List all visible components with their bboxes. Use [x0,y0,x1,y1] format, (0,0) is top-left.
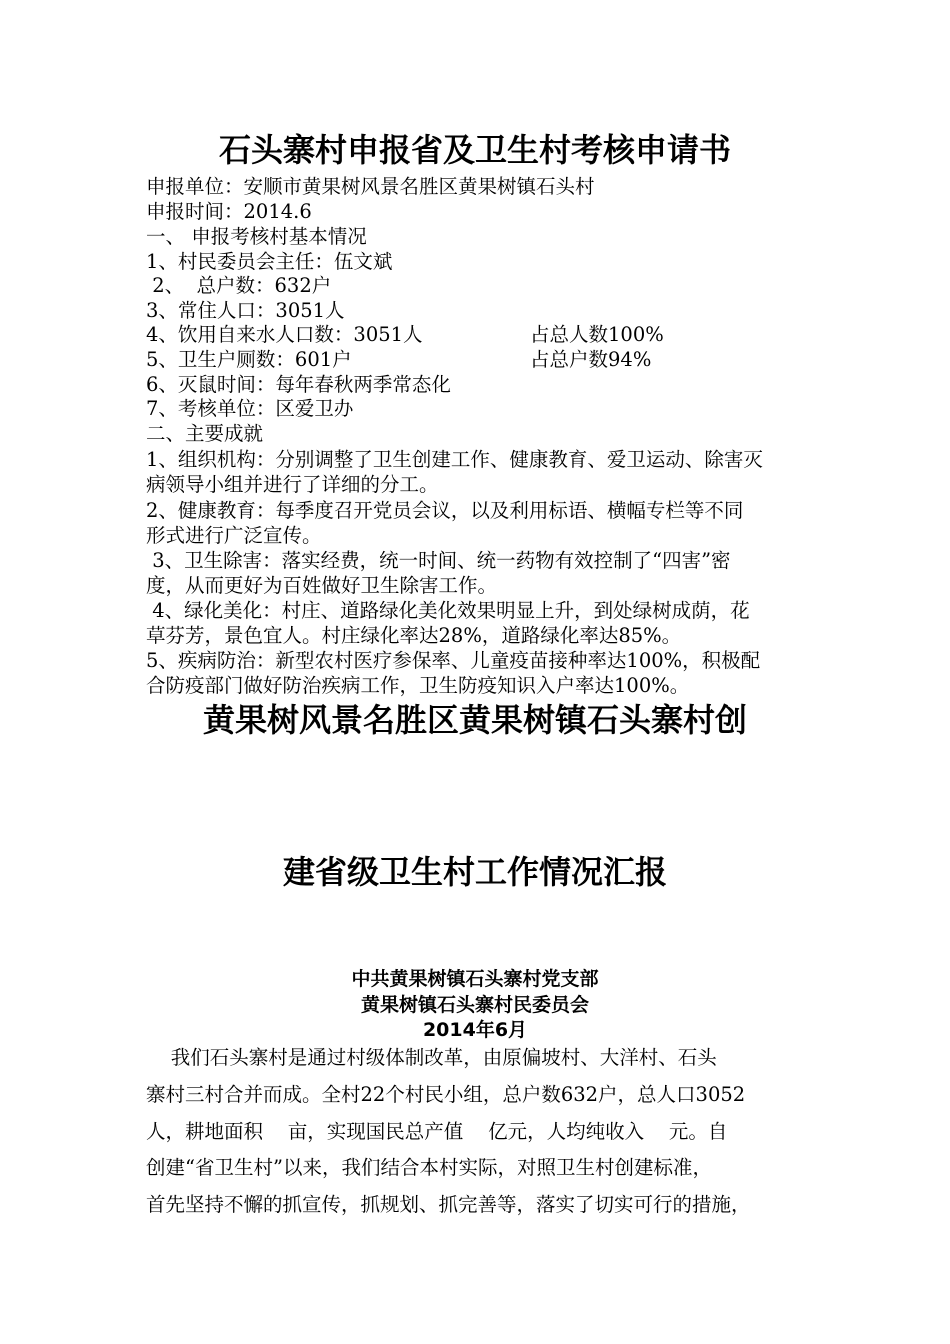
report-body-line: 寨村三村合并而成。全村22个村民小组，总户数632户，总人口3052 [146,1083,746,1106]
declaring-unit: 申报单位：安顺市黄果树风景名胜区黄果树镇石头村 [146,175,595,198]
achievement-line: 病领导小组并进行了详细的分工。 [146,473,439,496]
application-title: 石头寨村申报省及卫生村考核申请书 [218,131,731,169]
info-item-ratio: 占总户数94% [530,348,652,371]
section-heading-basic: 一、 申报考核村基本情况 [146,225,367,248]
achievement-line: 4、绿化美化：村庄、道路绿化美化效果明显上升，到处绿树成荫，花 [146,599,750,622]
info-item: 6、灭鼠时间：每年春秋两季常态化 [146,373,451,396]
report-body-line: 首先坚持不懈的抓宣传，抓规划、抓完善等，落实了切实可行的措施， [146,1193,751,1216]
achievement-line: 合防疫部门做好防治疾病工作，卫生防疫知识入户率达100%。 [146,674,690,697]
achievement-line: 1、组织机构：分别调整了卫生创建工作、健康教育、爱卫运动、除害灭 [146,448,763,471]
info-item: 7、考核单位：区爱卫办 [146,397,354,420]
report-title-line-2: 建省级卫生村工作情况汇报 [282,853,667,891]
info-item: 3、常住人口：3051人 [146,299,345,322]
signature-date: 2014年6月 [422,1019,528,1041]
achievement-line: 3、卫生除害：落实经费，统一时间、统一药物有效控制了“四害”密 [146,549,731,572]
report-body-line: 创建“省卫生村”以来，我们结合本村实际，对照卫生村创建标准， [146,1156,712,1179]
signature-party-branch: 中共黄果树镇石头寨村党支部 [351,968,599,990]
info-item-ratio: 占总人数100% [530,323,664,346]
info-item: 1、村民委员会主任：伍文斌 [146,250,393,273]
achievement-line: 5、疾病防治：新型农村医疗参保率、儿童疫苗接种率达100%，积极配 [146,649,761,672]
achievement-line: 形式进行广泛宣传。 [146,524,322,547]
report-body-line: 人，耕地面积 亩，实现国民总产值 亿元，人均纯收入 元。自 [146,1120,728,1143]
declaring-time: 申报时间：2014.6 [146,200,312,223]
achievement-line: 2、健康教育：每季度召开党员会议，以及利用标语、横幅专栏等不同 [146,499,744,522]
report-title-line-1: 黄果树风景名胜区黄果树镇石头寨村创 [202,701,747,739]
achievement-line: 草芬芳，景色宜人。村庄绿化率达28%，道路绿化率达85%。 [146,624,682,647]
report-body-line: 我们石头寨村是通过村级体制改革，由原偏坡村、大洋村、石头 [146,1046,717,1069]
section-heading-achievements: 二、主要成就 [146,422,264,445]
signature-village-committee: 黄果树镇石头寨村民委员会 [360,994,589,1016]
info-item: 5、卫生户厕数：601户 [146,348,352,371]
info-item: 2、 总户数：632户 [146,274,332,297]
info-item: 4、饮用自来水人口数：3051人 [146,323,423,346]
achievement-line: 度，从而更好为百姓做好卫生除害工作。 [146,574,498,597]
